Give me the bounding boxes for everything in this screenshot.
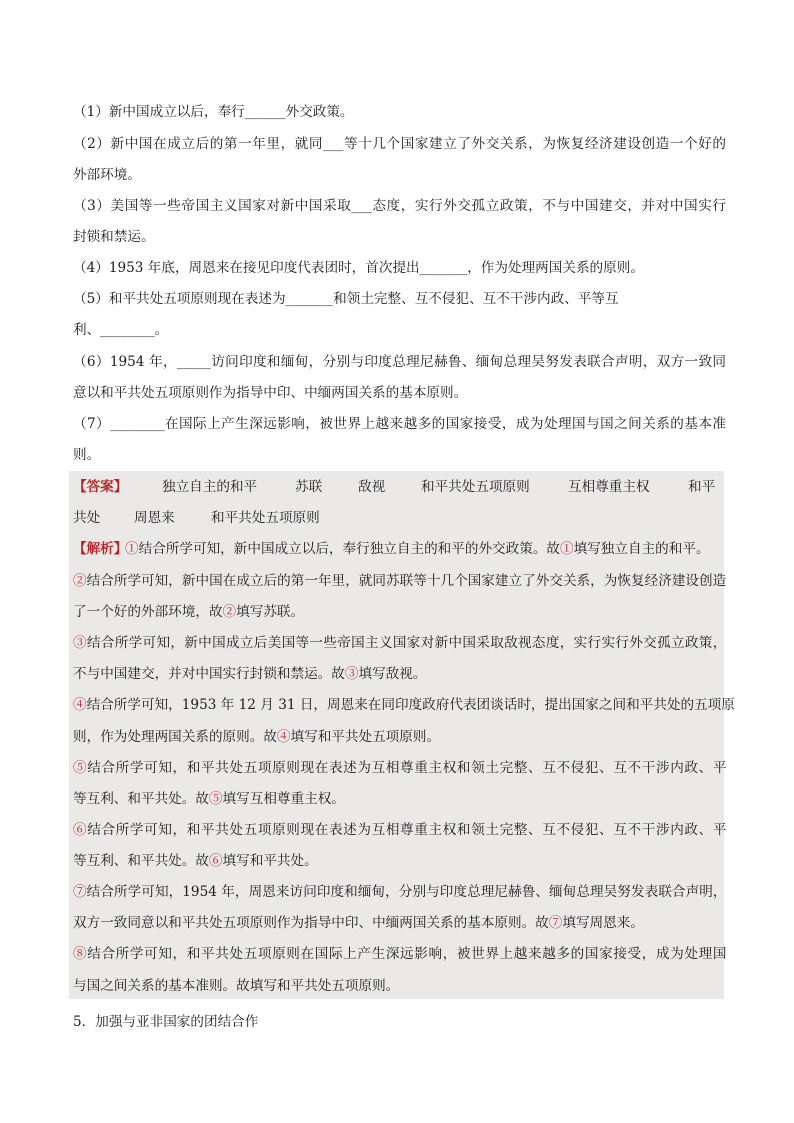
analysis-line: 则，作为处理两国关系的原则。故④填写和平共处五项原则。 [73, 729, 441, 745]
answer-item: 和平共处五项原则 [211, 510, 320, 526]
answer-tag: 【答案】 [73, 479, 128, 495]
question-4: （4）1953 年底，周恩来在接见印度代表团时，首次提出_______，作为处理两国关系的原则。 [73, 260, 644, 276]
answer-item: 独立自主的和平 [162, 479, 258, 495]
answer-item: 和平共处五项原则 [421, 479, 530, 495]
analysis-line: ⑧结合所学可知，和平共处五项原则在国际上产生深远影响，被世界上越来越多的国家接受，成为处理国 [73, 946, 727, 962]
question-5: （5）和平共处五项原则现在表述为_______和领土完整、互不侵犯、互不干涉内政、平等互 [73, 291, 619, 307]
question-2-cont: 外部环境。 [73, 167, 141, 183]
analysis-tag: 【解析】 [73, 541, 128, 557]
question-5-cont: 利、________。 [73, 322, 169, 338]
question-7: （7）________在国际上产生深远影响，被世界上越来越多的国家接受，成为处理国与国之间关系的基本准 [73, 416, 726, 432]
analysis-line: 了一个好的外部环境，故②填写苏联。 [73, 604, 305, 620]
analysis-line: ④结合所学可知，1953 年 12 月 31 日，周恩来在同印度政府代表团谈话时，提出国家之间和平共处的五项原 [73, 697, 735, 713]
answer-item: 敌视 [358, 479, 386, 495]
question-2: （2）新中国在成立后的第一年里，就同___等十几个国家建立了外交关系，为恢复经济建设创造一个好的 [73, 136, 726, 152]
analysis-line: ③结合所学可知，新中国成立后美国等一些帝国主义国家对新中国采取敌视态度，实行实行外交孤立政策， [73, 635, 727, 651]
analysis-line: ②结合所学可知，新中国在成立后的第一年里，就同苏联等十几个国家建立了外交关系，为恢复经济建设创造 [73, 573, 727, 589]
analysis-line: ⑤结合所学可知，和平共处五项原则现在表述为互相尊重主权和领土完整、互不侵犯、互不干涉内政、平 [73, 760, 727, 776]
answer-item: 周恩来 [134, 510, 175, 526]
section-heading: 5．加强与亚非国家的团结合作 [73, 1014, 259, 1030]
question-1: （1）新中国成立以后，奉行______外交政策。 [73, 104, 354, 120]
analysis-line: 等互利、和平共处。故⑥填写和平共处。 [73, 853, 318, 869]
question-3-cont: 封锁和禁运。 [73, 229, 155, 245]
answer-item: 苏联 [295, 479, 323, 495]
analysis-line: 等互利、和平共处。故⑤填写互相尊重主权。 [73, 791, 345, 807]
analysis-line: 不与中国建交，并对中国实行封锁和禁运。故③填写敌视。 [73, 666, 427, 682]
analysis-line: 与国之间关系的基本准则。故填写和平共处五项原则。 [73, 978, 400, 994]
answer-item: 共处 [73, 510, 101, 526]
analysis-line: ①结合所学可知，新中国成立以后，奉行独立自主的和平的外交政策。故①填写独立自主的和平。 [125, 541, 710, 557]
analysis-line: ⑥结合所学可知，和平共处五项原则现在表述为互相尊重主权和领土完整、互不侵犯、互不干涉内政、平 [73, 822, 727, 838]
answer-item: 和平 [688, 479, 716, 495]
question-3: （3）美国等一些帝国主义国家对新中国采取___态度，实行外交孤立政策，不与中国建交，并对中国实行 [73, 198, 726, 214]
answer-item: 互相尊重主权 [568, 479, 650, 495]
question-6-cont: 意以和平共处五项原则作为指导中印、中缅两国关系的基本原则。 [73, 385, 468, 401]
analysis-line: 双方一致同意以和平共处五项原则作为指导中印、中缅两国关系的基本原则。故⑦填写周恩来。 [73, 915, 644, 931]
analysis-line: ⑦结合所学可知，1954 年，周恩来访问印度和缅甸，分别与印度总理尼赫鲁、缅甸总理吴努发表联合声明， [73, 884, 727, 900]
question-6: （6）1954 年，_____访问印度和缅甸，分别与印度总理尼赫鲁、缅甸总理吴努发表联合声明，双方一致同 [73, 354, 726, 370]
question-7-cont: 则。 [73, 447, 101, 463]
